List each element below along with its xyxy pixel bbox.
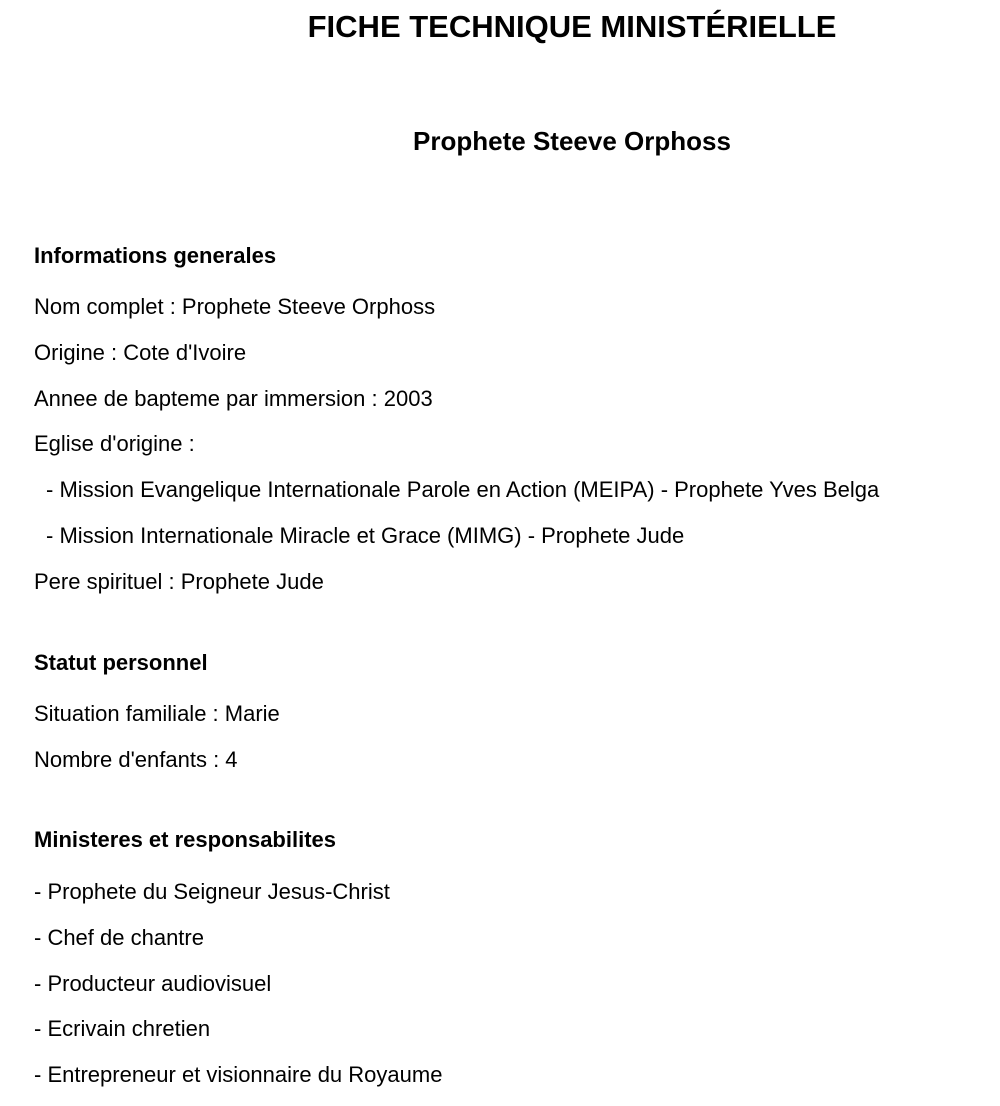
spiritual-father-line: Pere spirituel : Prophete Jude [34,568,324,594]
section-general-info [34,241,879,613]
section-heading: Statut personnel [34,650,208,675]
section-personal-status [34,648,280,791]
document-title: FICHE TECHNIQUE MINISTÉRIELLE [307,9,837,44]
document-subtitle: Prophete Steeve Orphoss [413,126,731,156]
full-name-line: Nom complet : Prophete Steeve Orphoss [34,294,436,319]
church-item: - Mission Internationale Miracle et Grace (MIMG) - Prophete Jude [46,522,685,548]
ministry-item: - Producteur audiovisuel [34,970,272,996]
ministry-item: - Entrepreneur et visionnaire du Royaume [34,1062,443,1088]
section-heading: Ministeres et responsabilites [34,827,336,852]
church-of-origin-label: Eglise d'origine : [34,431,195,457]
children-count-line: Nombre d'enfants : 4 [34,746,238,772]
ministry-item: - Chef de chantre [34,924,204,950]
ministry-item: - Ecrivain chretien [34,1016,211,1042]
ministry-item: - Prophete du Seigneur Jesus-Christ [34,879,390,904]
origin-line: Origine : Cote d'Ivoire [34,339,247,365]
section-heading: Informations generales [34,243,277,268]
baptism-year-line: Annee de bapteme par immersion : 2003 [34,385,433,411]
section-ministries [34,825,442,1106]
marital-status-line: Situation familiale : Marie [34,701,280,726]
church-item: - Mission Evangelique Internationale Parole en Action (MEIPA) - Prophete Yves Belga [46,477,880,503]
